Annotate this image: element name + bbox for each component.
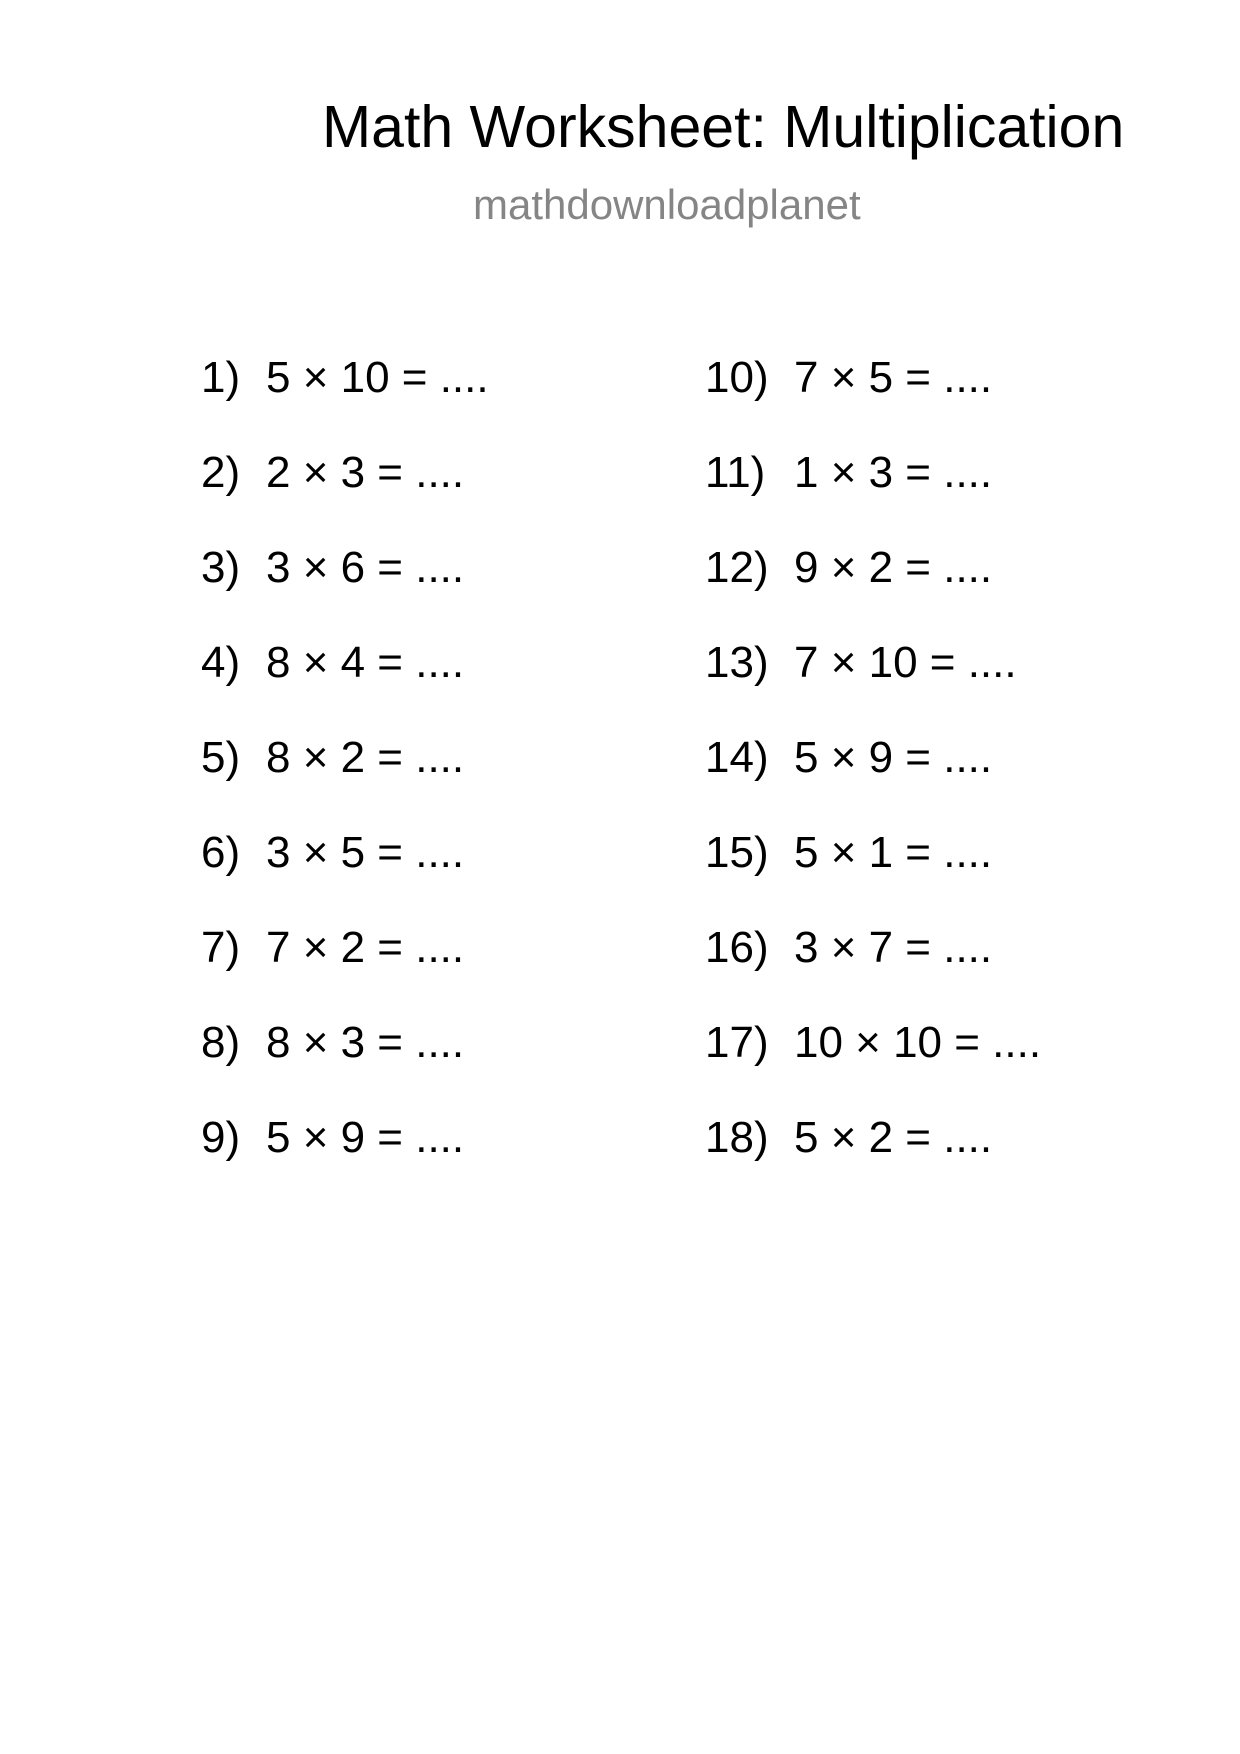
problem-expression: 10 × 10 = .... [794,1018,1042,1067]
problem-expression: 2 × 3 = .... [266,448,465,497]
problem-expression: 3 × 5 = .... [266,828,465,877]
problem-expression: 3 × 6 = .... [266,543,465,592]
problem-expression: 7 × 5 = .... [794,353,993,402]
problem-number: 13) [705,638,769,687]
problem-number: 12) [705,543,769,592]
problem-expression: 8 × 2 = .... [266,733,465,782]
problem-number: 11) [705,448,766,497]
problem-number: 14) [705,733,769,782]
problem-number: 7) [201,923,241,972]
problem-expression: 5 × 9 = .... [266,1113,465,1162]
problem-number: 3) [201,543,241,592]
problem-expression: 8 × 4 = .... [266,638,465,687]
problem-expression: 8 × 3 = .... [266,1018,465,1067]
problem-number: 17) [705,1018,769,1067]
problem-expression: 5 × 10 = .... [266,353,489,402]
problem-number: 18) [705,1113,769,1162]
problem-number: 15) [705,828,769,877]
problem-expression: 5 × 9 = .... [794,733,993,782]
problem-expression: 3 × 7 = .... [794,923,993,972]
page-title: Math Worksheet: Multiplication [322,94,1125,160]
problem-number: 5) [201,733,241,782]
problem-number: 10) [705,353,769,402]
problem-expression: 7 × 10 = .... [794,638,1017,687]
problem-expression: 7 × 2 = .... [266,923,465,972]
problem-number: 16) [705,923,769,972]
problem-expression: 5 × 1 = .... [794,828,993,877]
problem-expression: 5 × 2 = .... [794,1113,993,1162]
problem-number: 6) [201,828,241,877]
page-subtitle: mathdownloadplanet [473,181,861,228]
problem-expression: 9 × 2 = .... [794,543,993,592]
problem-expression: 1 × 3 = .... [794,448,993,497]
problem-number: 9) [201,1113,241,1162]
problem-number: 8) [201,1018,241,1067]
problem-number: 4) [201,638,241,687]
problem-number: 1) [201,353,241,402]
problem-number: 2) [201,448,241,497]
